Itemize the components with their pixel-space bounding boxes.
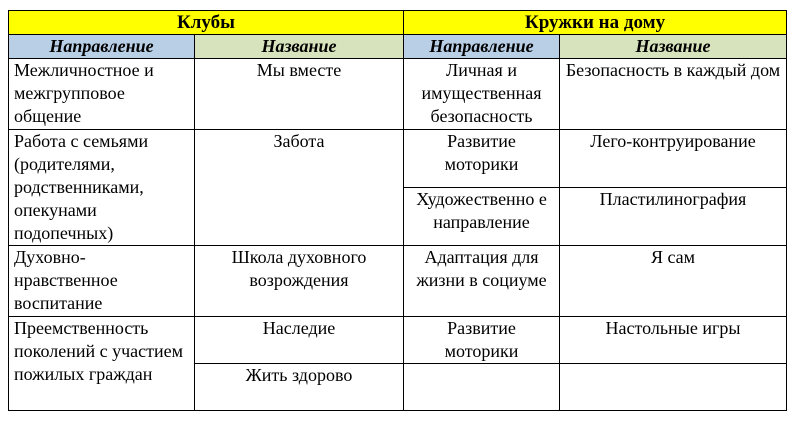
clubs-direction-header: Направление xyxy=(9,35,195,59)
clubs-table xyxy=(8,10,787,411)
home-direction-cell: Адаптация для жизни в социуме xyxy=(404,246,560,317)
table-row xyxy=(9,130,787,188)
home-name-cell: Я сам xyxy=(560,246,787,317)
table-row xyxy=(9,246,787,317)
home-direction-cell: Развитие моторики xyxy=(404,130,560,188)
table-row xyxy=(9,59,787,130)
club-name-cell: Забота xyxy=(195,130,404,246)
club-name-cell: Наследие xyxy=(195,317,404,364)
clubs-header: Клубы xyxy=(9,11,404,35)
club-direction-cell: Работа с семьями (родителями, родственниками, опекунами подопечных) xyxy=(9,130,195,246)
club-name-cell: Жить здорово xyxy=(195,364,404,411)
home-direction-cell: Личная и имущественная безопасность xyxy=(404,59,560,130)
home-direction-cell: Развитие моторики xyxy=(404,317,560,364)
club-name-cell: Школа духовного возрождения xyxy=(195,246,404,317)
home-direction-cell: Художественно е направление xyxy=(404,188,560,246)
club-direction-cell: Межличностное и межгрупповое общение xyxy=(9,59,195,130)
club-name-cell: Мы вместе xyxy=(195,59,404,130)
club-direction-cell: Духовно-нравственное воспитание xyxy=(9,246,195,317)
home-name-cell: Пластилинография xyxy=(560,188,787,246)
home-name-cell: Безопасность в каждый дом xyxy=(560,59,787,130)
home-name-cell: Настольные игры xyxy=(560,317,787,364)
home-circles-header: Кружки на дому xyxy=(404,11,787,35)
home-direction-header: Направление xyxy=(404,35,560,59)
home-name-header: Название xyxy=(560,35,787,59)
club-direction-cell: Преемственность поколений с участием пожилых граждан xyxy=(9,317,195,411)
home-name-cell: Лего-контруирование xyxy=(560,130,787,188)
table-row xyxy=(9,317,787,364)
home-name-cell xyxy=(560,364,787,411)
clubs-name-header: Название xyxy=(195,35,404,59)
home-direction-cell xyxy=(404,364,560,411)
